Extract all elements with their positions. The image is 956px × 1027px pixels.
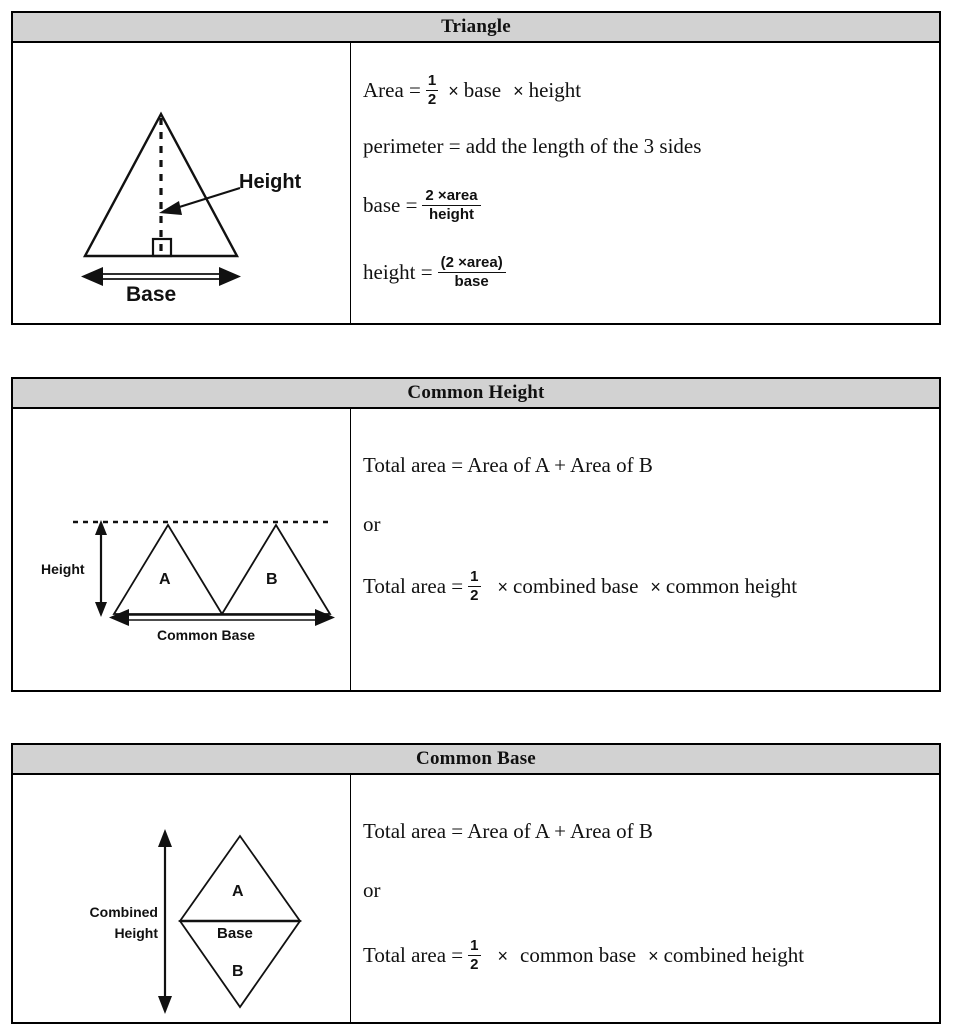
formula-or-text: or — [363, 878, 381, 902]
fraction-numerator: 1 — [427, 72, 437, 89]
formula-area-op1: × — [448, 80, 459, 101]
formula-total-area — [363, 938, 804, 973]
section-common-height-header — [13, 379, 939, 409]
common-base-base-label: Base — [217, 925, 253, 942]
triangle-a-shape — [114, 525, 222, 614]
formula-total-area-sum — [363, 455, 653, 476]
height-arrow — [95, 520, 107, 617]
common-base-formula-cell — [351, 775, 939, 1022]
common-height-diagram-cell — [13, 409, 351, 690]
triangle-height-label: Height — [239, 171, 302, 193]
formula-area-op2: × — [513, 80, 524, 101]
common-height-base-label: Common Base — [157, 627, 256, 643]
formula-base — [363, 188, 486, 223]
formula-total-area — [363, 569, 797, 604]
fraction-numerator: 1 — [470, 937, 479, 954]
formula-height-lhs: height = — [363, 260, 433, 285]
fraction-numerator: (2 ×area) — [440, 254, 503, 271]
formula-total-area-op2: × — [648, 945, 659, 966]
common-height-shape-b-label: B — [266, 571, 278, 588]
triangle-a-shape — [180, 836, 300, 921]
formula-base-fraction — [422, 188, 480, 223]
section-common-height-body — [13, 409, 939, 690]
formula-total-area-lhs: Total area = — [363, 943, 464, 968]
formula-total-area-mid: combined base — [513, 574, 639, 599]
formula-perimeter — [363, 136, 701, 157]
formula-perimeter-text: perimeter = add the length of the 3 sides — [363, 134, 702, 158]
section-common-height — [11, 377, 941, 692]
formula-total-area-op2: × — [650, 576, 661, 597]
formula-height — [363, 255, 511, 290]
common-base-shape-a-label: A — [232, 883, 244, 900]
combined-height-label-line2: Height — [114, 925, 158, 941]
fraction-denominator: 2 — [470, 587, 479, 605]
fraction-denominator: base — [454, 273, 489, 291]
fraction-denominator: 2 — [427, 91, 437, 109]
height-callout-arrow — [159, 188, 240, 215]
section-common-base-body — [13, 775, 939, 1022]
formula-or — [363, 880, 381, 901]
page-title-common-height: Common Height — [407, 382, 545, 403]
common-height-diagram — [13, 409, 351, 690]
section-triangle-header — [13, 13, 939, 43]
formula-area — [363, 73, 581, 108]
fraction-denominator: 2 — [470, 956, 479, 974]
formula-total-area-op1: × — [497, 945, 509, 966]
section-triangle — [11, 11, 941, 325]
common-height-height-label: Height — [41, 561, 85, 577]
formula-total-area-sum-text: Total area = Area of A + Area of B — [363, 453, 653, 477]
formula-area-mid: base — [463, 78, 502, 103]
formula-area-lhs: Area = — [363, 78, 421, 103]
formula-total-area-sum — [363, 821, 653, 842]
triangle-b-shape — [222, 525, 330, 614]
common-height-shape-a-label: A — [159, 571, 171, 588]
formula-area-rhs: height — [528, 78, 582, 103]
formula-total-area-rhs: combined height — [663, 943, 805, 968]
fraction-denominator: height — [428, 206, 474, 224]
formula-area-fraction — [426, 73, 438, 108]
formula-total-area-sum-text: Total area = Area of A + Area of B — [363, 819, 653, 843]
page-title-common-base: Common Base — [416, 748, 536, 769]
common-base-shape-b-label: B — [232, 963, 244, 980]
page-title-triangle: Triangle — [441, 16, 511, 37]
combined-height-label-line1: Combined — [89, 904, 158, 920]
section-triangle-body — [13, 43, 939, 323]
common-base-diagram — [13, 775, 351, 1022]
common-base-diagram-cell — [13, 775, 351, 1022]
section-common-base — [11, 743, 941, 1024]
formula-total-area-lhs: Total area = — [363, 574, 464, 599]
formula-or — [363, 514, 381, 535]
combined-height-arrow — [158, 829, 172, 1014]
formula-total-area-mid: common base — [520, 943, 637, 968]
formula-total-area-fraction — [468, 569, 480, 604]
common-base-arrow — [109, 609, 335, 626]
triangle-diagram-cell — [13, 43, 351, 323]
formula-total-area-fraction — [468, 938, 480, 973]
fraction-numerator: 2 ×area — [425, 187, 478, 204]
formula-base-lhs: base = — [363, 193, 418, 218]
triangle-formula-cell — [351, 43, 939, 323]
section-common-base-header — [13, 745, 939, 775]
triangle-base-label: Base — [126, 283, 177, 306]
formula-total-area-op1: × — [497, 576, 509, 597]
formula-height-fraction — [438, 255, 506, 290]
fraction-numerator: 1 — [470, 568, 479, 585]
formula-total-area-rhs: common height — [665, 574, 798, 599]
common-height-formula-cell — [351, 409, 939, 690]
formula-or-text: or — [363, 512, 381, 536]
